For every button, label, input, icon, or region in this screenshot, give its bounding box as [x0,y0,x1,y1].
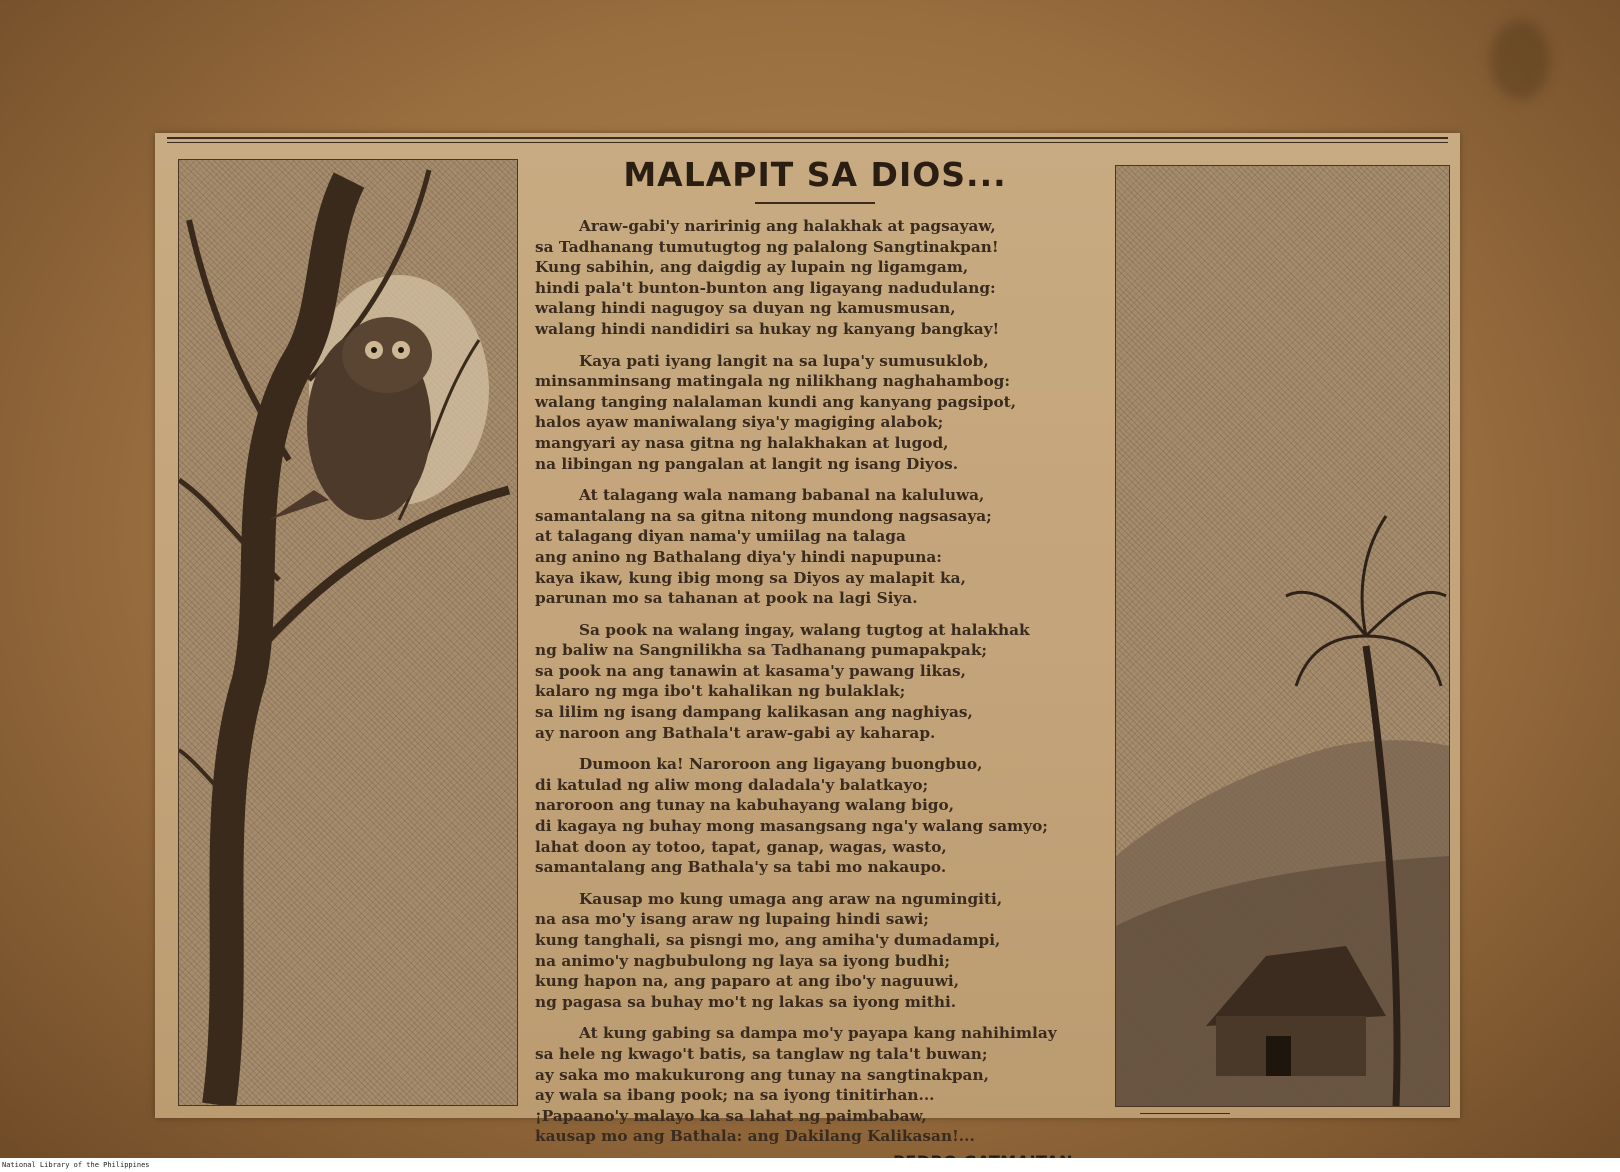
poem-stanza [535,754,1095,878]
poem-line: ay wala sa ibang pook; na sa iyong tinitirhan... [535,1086,935,1105]
poem-stanzas [535,216,1095,1147]
paper-stain [1490,20,1550,100]
poem-line: walang tanging nalalaman kundi ang kanyang pagsipot, [535,392,1017,411]
poem-line: lahat doon ay totoo, tapat, ganap, wagas, wasto, [535,837,947,856]
owl-illustration-panel [178,159,518,1106]
poem-line: di kagaya ng buhay mong masangsang nga'y walang samyo; [535,817,1048,836]
poem-line: di katulad ng aliw mong daladala'y balatkayo; [535,775,929,794]
poem-line: halos ayaw maniwalang siya'y magiging alabok; [535,413,944,432]
poem-column [535,151,1095,1146]
poem-line: Dumoon ka! Naroroon ang ligayang buongbuo, [579,755,983,774]
poem-line: Kaya pati iyang langit na sa lupa'y sumusuklob, [579,351,989,370]
owl-illustration [179,160,517,1105]
poem-stanza [535,1023,1095,1147]
poem-stanza [535,485,1095,609]
poem-line: naroroon ang tunay na kabuhayang walang bigo, [535,796,955,815]
poem-line: at talagang diyan nama'y umiilag na talaga [535,527,906,546]
poem-line: kung hapon na, ang paparo at ang ibo'y naguuwi, [535,972,960,991]
poem-line: ng baliw na Sangnilikha sa Tadhanang pumapakpak; [535,641,988,660]
poem-line: minsanminsang matingala ng nilikhang naghahambog: [535,372,1010,391]
poem-line: ng pagasa sa buhay mo't ng lakas sa iyong mithi. [535,992,957,1011]
poem-line: na animo'y nagbubulong ng laya sa iyong budhi; [535,951,950,970]
poem-line: na libingan ng pangalan at langit ng isang Diyos. [535,454,959,473]
author-rule [1140,1113,1230,1114]
title-rule [755,202,875,204]
poem-stanza [535,620,1095,744]
top-rule [167,137,1448,143]
poem-line: sa lilim ng isang dampang kalikasan ang naghiyas, [535,703,973,722]
poem-line: kung tanghali, sa pisngi mo, ang amiha'y dumadampi, [535,931,1001,949]
poem-line: Araw-gabi'y naririnig ang halakhak at pagsayaw, [579,217,996,235]
poem-line: samantalang na sa gitna nitong mundong nagsasaya; [535,506,992,525]
poem-title: MALAPIT SA DIOS... [623,155,1007,194]
poem-line: kalaro ng mga ibo't kahalikan ng bulaklak; [535,682,906,701]
newspaper-clipping [155,133,1460,1146]
poem-line: ay naroon ang Bathala't araw-gabi ay kaharap. [535,723,936,742]
palm-hut-illustration [1116,166,1449,1106]
poem-line: Kausap mo kung umaga ang araw na ngumingiti, [579,889,1003,908]
poem-line: ay saka mo makukurong ang tunay na sangtinakpan, [535,1065,989,1084]
poem-line: ang anino ng Bathalang diya'y hindi napupuna: [535,547,942,566]
library-credit: National Library of the Philippines [0,1158,1620,1172]
poem-stanza [535,216,1095,340]
poem-line: walang hindi nandidiri sa hukay ng kanyang bangkay! [535,319,1000,338]
poem-stanza [535,889,1095,1013]
poem-line: At kung gabing sa dampa mo'y payapa kang nahihimlay [579,1024,1057,1043]
poem-line: na asa mo'y isang araw ng lupaing hindi sawi; [535,910,929,929]
poem-line: ¡Papaano'y malayo ka sa lahat ng paimbabaw, [535,1106,927,1125]
poem-line: kaya ikaw, kung ibig mong sa Diyos ay malapit ka, [535,568,966,587]
poem-line: parunan mo sa tahanan at pook na lagi Siya. [535,589,918,608]
poem-line: kausap mo ang Bathala: ang Dakilang Kalikasan!... [535,1127,975,1146]
poem-line: sa Tadhanang tumutugtog ng palalong Sangtinakpan! [535,237,999,256]
poem-line: sa pook na ang tanawin at kasama'y pawang likas, [535,661,966,680]
palm-hut-illustration-panel [1115,165,1450,1107]
poem-line: walang hindi nagugoy sa duyan ng kamusmusan, [535,299,956,318]
poem-line: mangyari ay nasa gitna ng halakhakan at lugod, [535,433,949,452]
poem-line: hindi pala't bunton-bunton ang ligayang nadudulang: [535,278,996,297]
poem-line: At talagang wala namang babanal na kaluluwa, [579,486,985,505]
poem-line: sa hele ng kwago't batis, sa tanglaw ng tala't buwan; [535,1044,988,1063]
poem-line: Sa pook na walang ingay, walang tugtog at halakhak [579,620,1030,639]
poem-stanza [535,351,1095,475]
poem-line: samantalang ang Bathala'y sa tabi mo nakaupo. [535,858,947,877]
poem-line: Kung sabihin, ang daigdig ay lupain ng ligamgam, [535,258,969,277]
